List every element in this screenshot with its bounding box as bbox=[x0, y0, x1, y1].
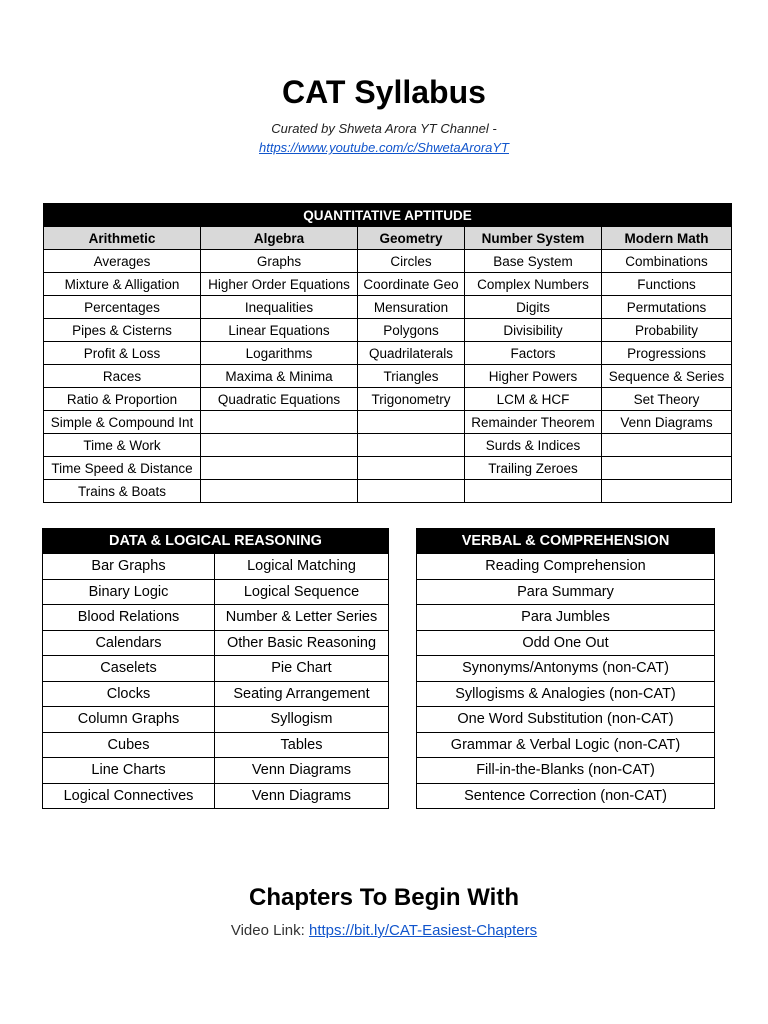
table-cell: LCM & HCF bbox=[465, 388, 602, 411]
table-row bbox=[43, 579, 389, 605]
table-cell: Complex Numbers bbox=[465, 273, 602, 296]
table-cell: Divisibility bbox=[465, 319, 602, 342]
table-row bbox=[43, 732, 389, 758]
table-cell: Higher Order Equations bbox=[201, 273, 358, 296]
table-cell: Column Graphs bbox=[43, 707, 215, 733]
table-row bbox=[43, 554, 389, 580]
table-cell: Odd One Out bbox=[417, 630, 715, 656]
quant-column-header: Modern Math bbox=[602, 227, 732, 250]
table-cell: Seating Arrangement bbox=[215, 681, 389, 707]
table-cell: Fill-in-the-Blanks (non-CAT) bbox=[417, 758, 715, 784]
table-cell: Progressions bbox=[602, 342, 732, 365]
quant-banner: QUANTITATIVE APTITUDE bbox=[44, 204, 732, 227]
table-cell bbox=[602, 457, 732, 480]
table-row bbox=[44, 365, 732, 388]
table-cell: Averages bbox=[44, 250, 201, 273]
table-cell: Mixture & Alligation bbox=[44, 273, 201, 296]
table-cell: Permutations bbox=[602, 296, 732, 319]
quant-column-header: Algebra bbox=[201, 227, 358, 250]
table-cell: Profit & Loss bbox=[44, 342, 201, 365]
table-cell: Base System bbox=[465, 250, 602, 273]
table-cell: Polygons bbox=[358, 319, 465, 342]
table-cell: Races bbox=[44, 365, 201, 388]
table-row bbox=[43, 656, 389, 682]
youtube-channel-link[interactable]: https://www.youtube.com/c/ShwetaAroraYT bbox=[259, 140, 509, 155]
table-cell: Syllogisms & Analogies (non-CAT) bbox=[417, 681, 715, 707]
table-cell: Synonyms/Antonyms (non-CAT) bbox=[417, 656, 715, 682]
verbal-table-body bbox=[417, 554, 715, 809]
table-cell: Maxima & Minima bbox=[201, 365, 358, 388]
table-cell: Combinations bbox=[602, 250, 732, 273]
curator-credit: Curated by Shweta Arora YT Channel - bbox=[271, 121, 497, 136]
table-cell bbox=[201, 434, 358, 457]
table-cell: One Word Substitution (non-CAT) bbox=[417, 707, 715, 733]
table-cell bbox=[358, 434, 465, 457]
table-cell: Number & Letter Series bbox=[215, 605, 389, 631]
table-cell: Circles bbox=[358, 250, 465, 273]
table-row bbox=[417, 579, 715, 605]
table-cell bbox=[602, 434, 732, 457]
table-cell: Surds & Indices bbox=[465, 434, 602, 457]
table-cell bbox=[358, 457, 465, 480]
table-cell: Remainder Theorem bbox=[465, 411, 602, 434]
table-cell: Linear Equations bbox=[201, 319, 358, 342]
table-cell: Logical Matching bbox=[215, 554, 389, 580]
video-link-line bbox=[0, 922, 768, 939]
quant-column-header: Geometry bbox=[358, 227, 465, 250]
table-row bbox=[417, 681, 715, 707]
table-row bbox=[44, 250, 732, 273]
table-cell: Blood Relations bbox=[43, 605, 215, 631]
table-row bbox=[417, 656, 715, 682]
table-cell: Coordinate Geo bbox=[358, 273, 465, 296]
table-row bbox=[44, 434, 732, 457]
verbal-banner: VERBAL & COMPREHENSION bbox=[417, 529, 715, 554]
table-cell: Pipes & Cisterns bbox=[44, 319, 201, 342]
table-cell: Venn Diagrams bbox=[602, 411, 732, 434]
table-cell: Factors bbox=[465, 342, 602, 365]
page-title: CAT Syllabus bbox=[282, 74, 486, 110]
table-cell: Time Speed & Distance bbox=[44, 457, 201, 480]
quant-column-header: Number System bbox=[465, 227, 602, 250]
table-cell: Quadratic Equations bbox=[201, 388, 358, 411]
table-cell: Other Basic Reasoning bbox=[215, 630, 389, 656]
channel-link-line bbox=[0, 140, 768, 155]
table-cell: Set Theory bbox=[602, 388, 732, 411]
dilr-banner: DATA & LOGICAL REASONING bbox=[43, 529, 389, 554]
table-cell: Time & Work bbox=[44, 434, 201, 457]
table-cell bbox=[201, 480, 358, 503]
table-row bbox=[43, 630, 389, 656]
table-cell: Binary Logic bbox=[43, 579, 215, 605]
table-row bbox=[44, 480, 732, 503]
table-row bbox=[43, 783, 389, 809]
quant-table-body bbox=[44, 250, 732, 503]
table-cell: Tables bbox=[215, 732, 389, 758]
table-cell: Para Summary bbox=[417, 579, 715, 605]
table-cell: Bar Graphs bbox=[43, 554, 215, 580]
table-cell: Trigonometry bbox=[358, 388, 465, 411]
table-cell: Ratio & Proportion bbox=[44, 388, 201, 411]
table-cell: Probability bbox=[602, 319, 732, 342]
table-row bbox=[43, 605, 389, 631]
table-cell: Sequence & Series bbox=[602, 365, 732, 388]
table-cell: Line Charts bbox=[43, 758, 215, 784]
table-row bbox=[43, 758, 389, 784]
table-row bbox=[417, 554, 715, 580]
table-cell: Simple & Compound Int bbox=[44, 411, 201, 434]
table-row bbox=[44, 411, 732, 434]
table-cell: Logical Sequence bbox=[215, 579, 389, 605]
table-row bbox=[44, 296, 732, 319]
quant-column-header: Arithmetic bbox=[44, 227, 201, 250]
table-cell bbox=[602, 480, 732, 503]
table-row bbox=[417, 630, 715, 656]
table-row bbox=[44, 388, 732, 411]
table-cell: Digits bbox=[465, 296, 602, 319]
table-row bbox=[43, 681, 389, 707]
dilr-table bbox=[42, 528, 389, 809]
chapters-heading: Chapters To Begin With bbox=[249, 884, 519, 911]
quant-table bbox=[43, 203, 732, 503]
table-cell: Quadrilaterals bbox=[358, 342, 465, 365]
table-cell: Mensuration bbox=[358, 296, 465, 319]
dilr-table-body bbox=[43, 554, 389, 809]
table-cell: Caselets bbox=[43, 656, 215, 682]
table-row bbox=[417, 605, 715, 631]
table-cell bbox=[465, 480, 602, 503]
video-link[interactable]: https://bit.ly/CAT-Easiest-Chapters bbox=[308, 922, 538, 939]
table-cell bbox=[201, 457, 358, 480]
table-cell: Venn Diagrams bbox=[215, 758, 389, 784]
verbal-table bbox=[416, 528, 715, 809]
table-cell: Grammar & Verbal Logic (non-CAT) bbox=[417, 732, 715, 758]
table-cell: Percentages bbox=[44, 296, 201, 319]
table-row bbox=[44, 319, 732, 342]
table-cell: Logical Connectives bbox=[43, 783, 215, 809]
table-row bbox=[417, 758, 715, 784]
quant-column-headers bbox=[44, 227, 732, 250]
table-cell: Functions bbox=[602, 273, 732, 296]
table-row bbox=[44, 457, 732, 480]
table-cell: Venn Diagrams bbox=[215, 783, 389, 809]
table-cell: Para Jumbles bbox=[417, 605, 715, 631]
table-cell: Graphs bbox=[201, 250, 358, 273]
table-cell: Logarithms bbox=[201, 342, 358, 365]
table-row bbox=[417, 783, 715, 809]
video-link-label: Video Link: bbox=[230, 922, 305, 939]
table-cell: Higher Powers bbox=[465, 365, 602, 388]
table-cell: Inequalities bbox=[201, 296, 358, 319]
table-row bbox=[417, 707, 715, 733]
table-cell: Cubes bbox=[43, 732, 215, 758]
table-cell bbox=[358, 411, 465, 434]
table-cell: Triangles bbox=[358, 365, 465, 388]
table-row bbox=[43, 707, 389, 733]
table-row bbox=[417, 732, 715, 758]
table-cell: Clocks bbox=[43, 681, 215, 707]
table-cell: Sentence Correction (non-CAT) bbox=[417, 783, 715, 809]
table-row bbox=[44, 273, 732, 296]
table-cell: Reading Comprehension bbox=[417, 554, 715, 580]
table-cell: Trains & Boats bbox=[44, 480, 201, 503]
table-cell bbox=[201, 411, 358, 434]
table-cell: Trailing Zeroes bbox=[465, 457, 602, 480]
table-cell: Calendars bbox=[43, 630, 215, 656]
table-cell: Pie Chart bbox=[215, 656, 389, 682]
table-cell: Syllogism bbox=[215, 707, 389, 733]
table-cell bbox=[358, 480, 465, 503]
table-row bbox=[44, 342, 732, 365]
